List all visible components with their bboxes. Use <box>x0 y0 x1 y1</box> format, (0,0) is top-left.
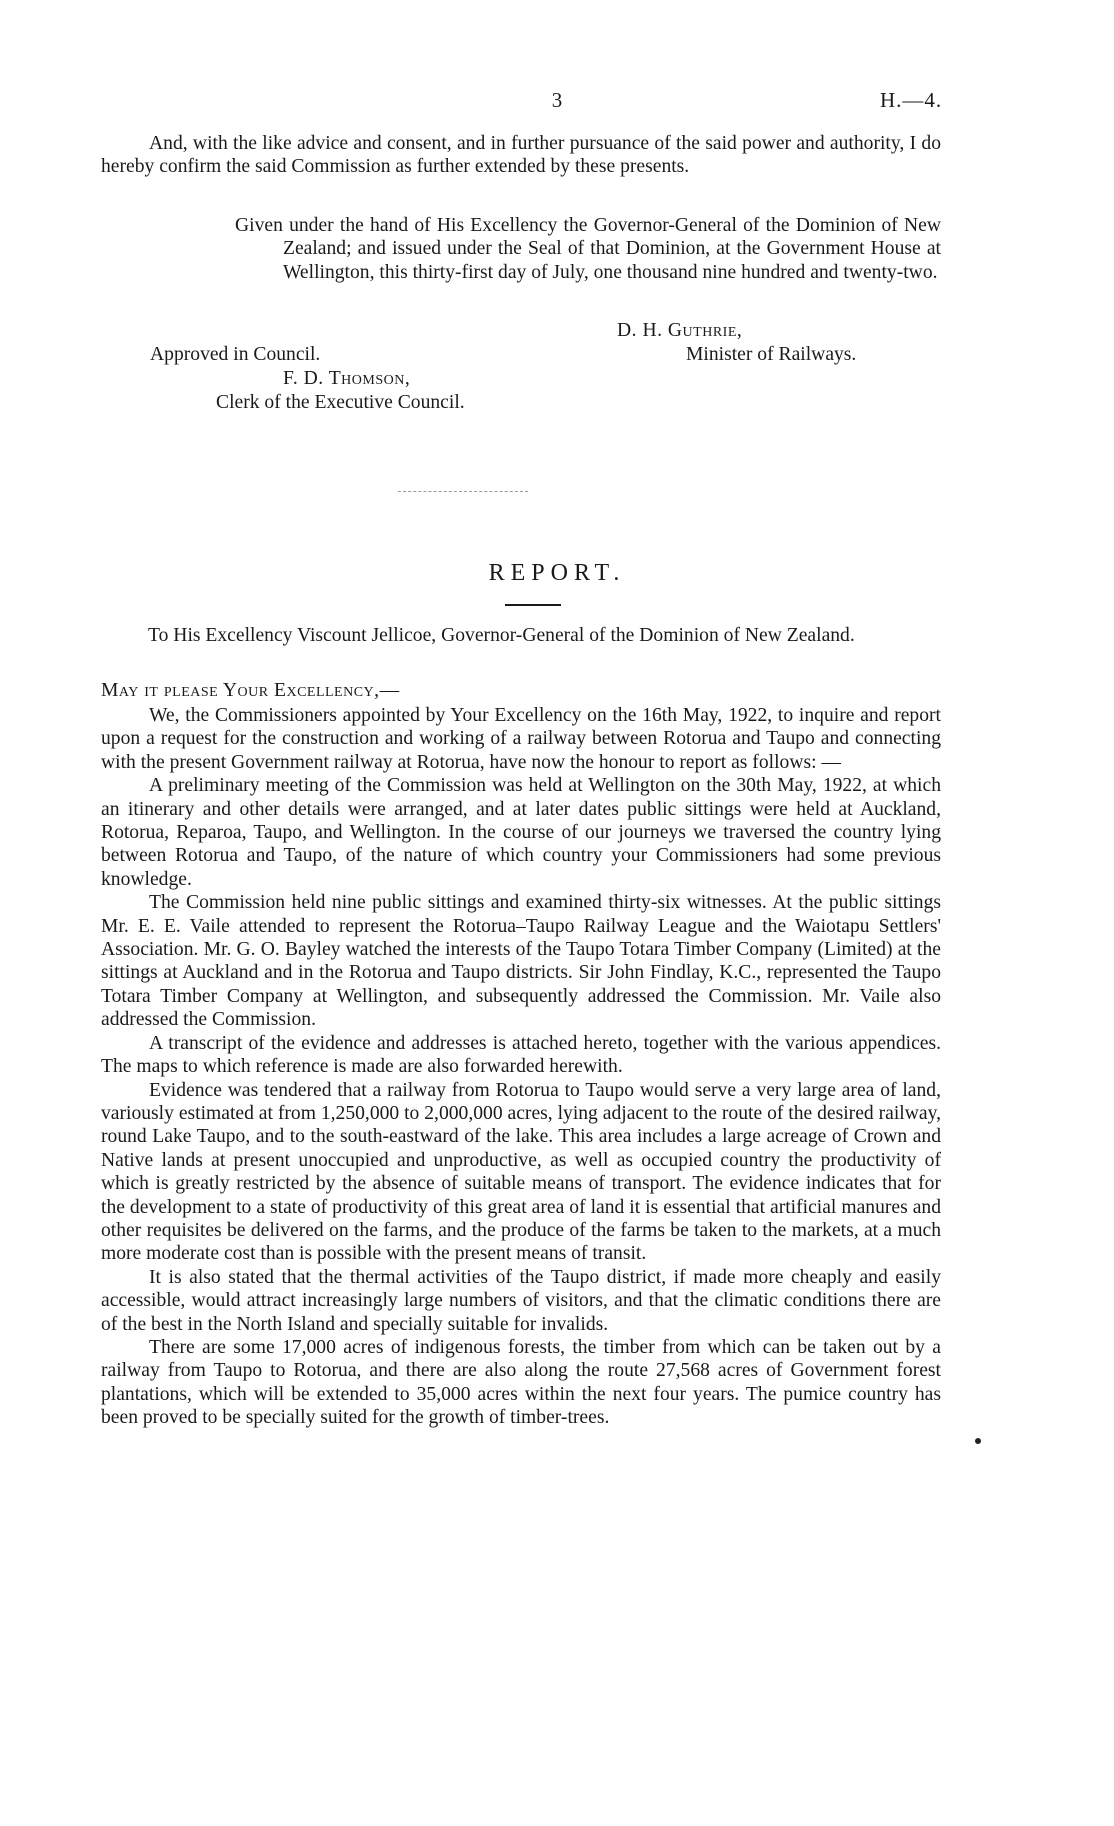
report-paragraph: A transcript of the evidence and addresses is attached hereto, together with the various appendices. The maps to which reference is made are also forwarded herewith. <box>101 1032 941 1078</box>
report-address <box>101 624 941 647</box>
minister-name: D. H. Guthrie, <box>617 320 743 341</box>
address-to: To His Excellency Viscount Jellicoe, Governor-General of the Dominion of New Zealand. <box>148 625 855 646</box>
report-paragraph: It is also stated that the thermal activities of the Taupo district, if made more cheaply and easily accessible, would attract increasingly large numbers of visitors, and that the climatic conditions there are of the best in the North Island and specially suitable for invalids. <box>101 1266 941 1335</box>
salutation: May it please Your Excellency,— <box>101 680 400 701</box>
report-paragraph: The Commission held nine public sittings and examined thirty-six witnesses. At the public sittings Mr. E. E. Vaile attended to represent the Rotorua–Taupo Railway League and the Waiotapu Settlers' Association. Mr. G. O. Bayley watched the interests of the Taupo Totara Timber Company (Limited) at the sittings at Auckland and in the Rotorua and Taupo districts. Sir John Findlay, K.C., represented the Taupo Totara Timber Company at Wellington, and subsequently addressed the Commission. Mr. Vaile also addressed the Commission. <box>101 892 941 1031</box>
report-paragraph: There are some 17,000 acres of indigenous forests, the timber from which can be taken out by a railway from Taupo to Rotorua, and there are also along the route 27,568 acres of Government forest plantations, which will be extended to 35,000 acres within the next four years. The pumice country has been proved to be specially suited for the growth of timber-trees. <box>101 1336 941 1429</box>
confirmation-paragraph: And, with the like advice and consent, and in further pursuance of the said power and authority, I do hereby confirm the said Commission as further extended by these presents. <box>101 133 941 178</box>
clerk-name: F. D. Thomson, <box>283 368 411 389</box>
margin-mark <box>975 1438 981 1444</box>
commission-confirmation <box>101 132 941 179</box>
title-underline <box>505 604 561 606</box>
document-reference: H.—4. <box>880 88 943 112</box>
commission-given-under <box>235 214 941 284</box>
minister-title: Minister of Railways. <box>686 344 857 365</box>
given-under-paragraph: Given under the hand of His Excellency the Governor-General of the Dominion of New Zealand; and issued under the Seal of that Dominion, at the Government House at Wellington, this thirty-first day of July, one thousand nine hundred and twenty-two. <box>235 215 941 283</box>
report-body <box>101 704 941 1430</box>
clerk-title: Clerk of the Executive Council. <box>216 392 465 413</box>
approved-in-council: Approved in Council. <box>150 344 321 365</box>
page-number: 3 <box>551 88 563 112</box>
report-paragraph: A preliminary meeting of the Commission was held at Wellington on the 30th May, 1922, at which an itinerary and other details were arranged, and at later dates public sittings were held at Auckland, Rotorua, Reparoa, Taupo, and Wellington. In the course of our journeys we traversed the country lying between Rotorua and Taupo, of the nature of which country your Commissioners had some previous knowledge. <box>101 775 941 890</box>
report-paragraph: We, the Commissioners appointed by Your Excellency on the 16th May, 1922, to inquire and report upon a request for the construction and working of a railway between Rotorua and Taupo and connecting with the present Government railway at Rotorua, have now the honour to report as follows: — <box>101 705 941 773</box>
section-separator <box>398 491 528 492</box>
report-paragraph: Evidence was tendered that a railway from Rotorua to Taupo would serve a very large area of land, variously estimated at from 1,250,000 to 2,000,000 acres, lying adjacent to the route of the desired railway, round Lake Taupo, and to the south-eastward of the lake. This area includes a large acreage of Crown and Native lands at present unoccupied and unproductive, as well as occupied country the productivity of which is greatly restricted by the absence of suitable means of transport. The evidence indicates that for the development to a state of productivity of this great area of land it is essential that artificial manures and other requisites be delivered on the farms, and the produce of the farms be taken to the markets, at a much more moderate cost than is possible with the present means of transit. <box>101 1079 941 1265</box>
report-title: REPORT. <box>488 560 626 586</box>
